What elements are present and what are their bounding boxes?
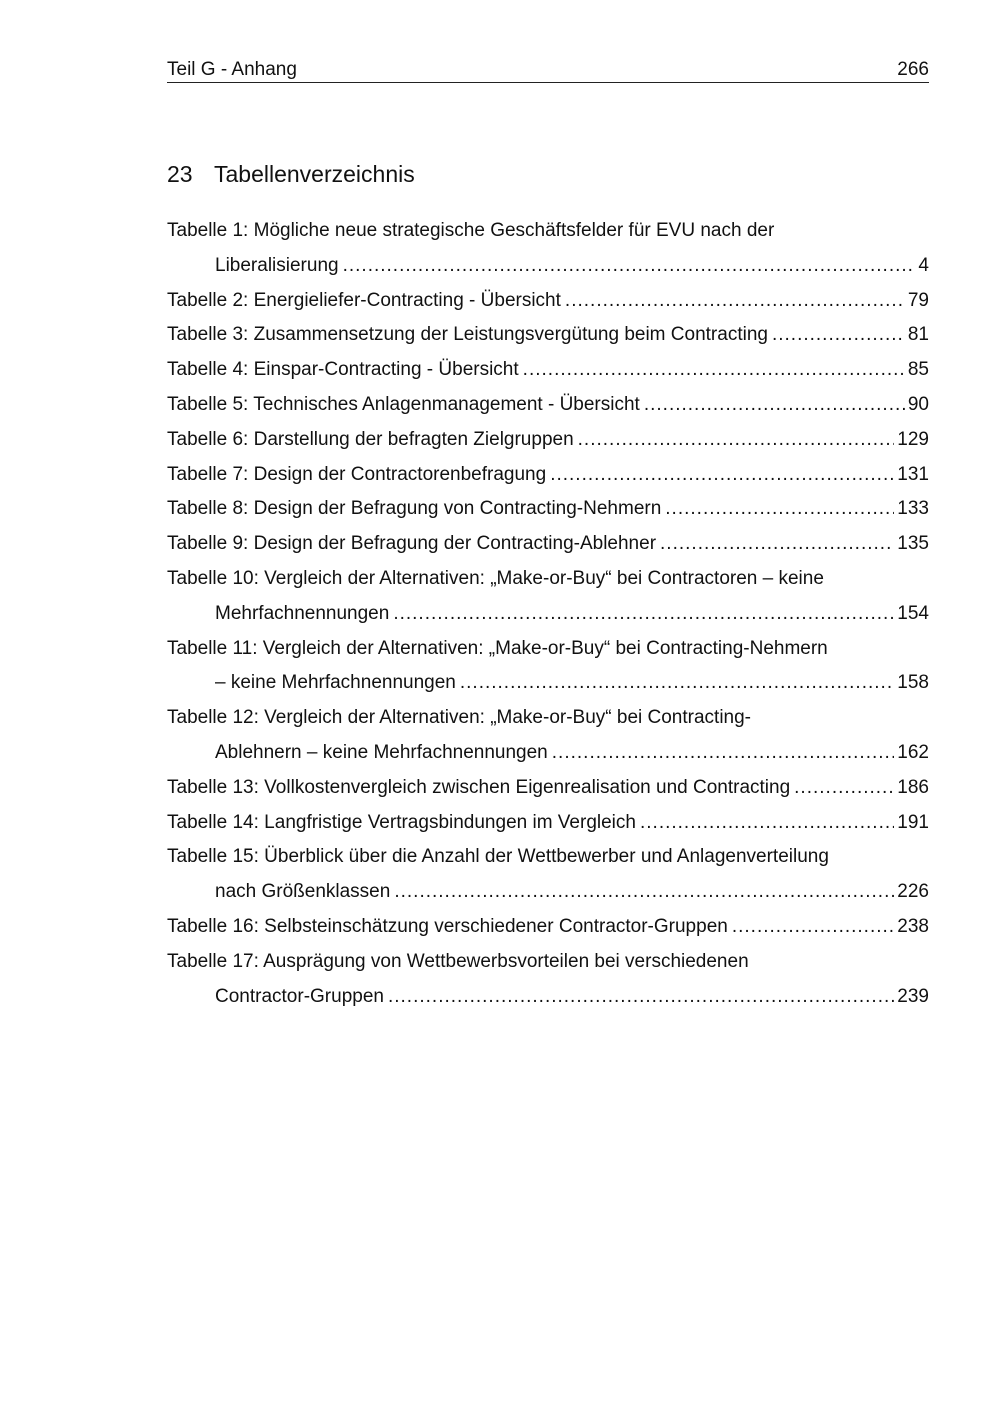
toc-entry[interactable] [167, 423, 929, 458]
toc-entry-title: Tabelle 14: Langfristige Vertragsbindungen im Vergleich [167, 811, 636, 833]
toc-entry-title: Tabelle 1: Mögliche neue strategische Geschäftsfelder für EVU nach der [167, 220, 775, 241]
toc-entry-title-continuation: – keine Mehrfachnennungen [215, 672, 456, 694]
toc-entry-page-number: 186 [897, 776, 929, 798]
toc-entry-line [167, 423, 929, 458]
dot-leader [665, 492, 894, 527]
toc-entry-line [167, 875, 929, 910]
toc-entry-page-number: 162 [897, 741, 929, 763]
toc-entry-line [167, 736, 929, 771]
toc-entry-title: Tabelle 7: Design der Contractorenbefragung [167, 463, 547, 485]
dot-leader [393, 597, 894, 632]
toc-entry-page-number: 135 [897, 533, 929, 555]
toc-entry[interactable] [167, 945, 929, 1015]
toc-entry-line [167, 388, 929, 423]
toc-entry-line [167, 980, 929, 1015]
toc-entry-line [167, 249, 929, 284]
toc-entry[interactable] [167, 632, 929, 702]
toc-entry-title: Tabelle 9: Design der Befragung der Contracting-Ablehner [167, 533, 657, 555]
toc-entry-line [167, 771, 929, 806]
dot-leader [343, 249, 916, 284]
dot-leader [640, 806, 894, 841]
page-header [167, 58, 929, 83]
toc-entry-page-number: 191 [897, 811, 929, 833]
dot-leader [565, 284, 905, 319]
dot-leader [388, 980, 894, 1015]
toc-entry[interactable] [167, 806, 929, 841]
toc-entry-page-number: 158 [897, 672, 929, 694]
toc-entry-line [167, 284, 929, 319]
toc-entry-page-number: 154 [897, 602, 929, 624]
toc-entry-title: Tabelle 13: Vollkostenvergleich zwischen Eigenrealisation und Contracting [167, 776, 791, 798]
toc-entry-page-number: 81 [907, 324, 929, 346]
section-title: Tabellenverzeichnis [214, 161, 415, 187]
toc-entry-page-number: 129 [897, 428, 929, 450]
toc-entry[interactable] [167, 284, 929, 319]
toc-entry-page-number: 133 [897, 498, 929, 520]
toc-entry-page-number: 79 [907, 289, 929, 311]
dot-leader [660, 527, 894, 562]
toc-entry-line [167, 492, 929, 527]
toc-entry-line [167, 597, 929, 632]
toc-entry-title: Tabelle 5: Technisches Anlagenmanagement - Übersicht [167, 393, 640, 415]
toc-entry[interactable] [167, 701, 929, 771]
dot-leader [394, 875, 894, 910]
table-of-tables [167, 214, 929, 1014]
toc-entry-line [167, 527, 929, 562]
toc-entry-title: Tabelle 11: Vergleich der Alternativen: „Make-or-Buy“ bei Contracting-Nehmern [167, 637, 828, 659]
page-number: 266 [897, 59, 929, 80]
toc-entry[interactable] [167, 214, 929, 284]
toc-entry-line [167, 458, 929, 493]
toc-entry[interactable] [167, 910, 929, 945]
toc-entry-title: Tabelle 17: Ausprägung von Wettbewerbsvorteilen bei verschiedenen [167, 950, 749, 972]
toc-entry-line [167, 318, 929, 353]
section-heading [167, 160, 415, 188]
toc-entry[interactable] [167, 527, 929, 562]
dot-leader [732, 910, 894, 945]
toc-entry-title-continuation: Ablehnern – keine Mehrfachnennungen [215, 741, 548, 763]
toc-entry[interactable] [167, 562, 929, 632]
toc-entry-title: Tabelle 3: Zusammensetzung der Leistungsvergütung beim Contracting [167, 324, 768, 346]
toc-entry[interactable] [167, 492, 929, 527]
dot-leader [460, 666, 894, 701]
toc-entry-title-continuation: Contractor-Gruppen [215, 985, 384, 1007]
toc-entry-title-continuation: nach Größenklassen [215, 881, 391, 903]
dot-leader [794, 771, 894, 806]
toc-entry[interactable] [167, 388, 929, 423]
toc-entry[interactable] [167, 318, 929, 353]
toc-entry-title: Tabelle 8: Design der Befragung von Contracting-Nehmern [167, 498, 662, 520]
toc-entry-title-continuation: Mehrfachnennungen [215, 602, 390, 624]
toc-entry-page-number: 85 [907, 359, 929, 381]
toc-entry-page-number: 4 [918, 254, 929, 276]
toc-entry-title: Tabelle 6: Darstellung der befragten Zielgruppen [167, 428, 574, 450]
toc-entry[interactable] [167, 840, 929, 910]
dot-leader [523, 353, 905, 388]
toc-entry-title-continuation: Liberalisierung [215, 254, 339, 276]
dot-leader [550, 458, 894, 493]
toc-entry-line [167, 353, 929, 388]
toc-entry-page-number: 239 [897, 985, 929, 1007]
toc-entry[interactable] [167, 353, 929, 388]
toc-entry-page-number: 226 [897, 881, 929, 903]
toc-entry-page-number: 131 [897, 463, 929, 485]
running-header-title: Teil G - Anhang [167, 59, 297, 80]
dot-leader [578, 423, 895, 458]
toc-entry[interactable] [167, 771, 929, 806]
toc-entry-title: Tabelle 16: Selbsteinschätzung verschiedener Contractor-Gruppen [167, 915, 728, 937]
toc-entry-title: Tabelle 10: Vergleich der Alternativen: „Make-or-Buy“ bei Contractoren – keine [167, 567, 824, 589]
toc-entry-title: Tabelle 12: Vergleich der Alternativen: „Make-or-Buy“ bei Contracting- [167, 707, 752, 729]
toc-entry-line [167, 806, 929, 841]
toc-entry-page-number: 90 [907, 393, 929, 415]
toc-entry-title: Tabelle 2: Energieliefer-Contracting - Übersicht [167, 289, 561, 311]
section-number: 23 [167, 161, 193, 187]
toc-entry-line [167, 666, 929, 701]
toc-entry-line [167, 910, 929, 945]
dot-leader [644, 388, 905, 423]
dot-leader [552, 736, 895, 771]
toc-entry[interactable] [167, 458, 929, 493]
toc-entry-title: Tabelle 4: Einspar-Contracting - Übersicht [167, 359, 519, 381]
dot-leader [772, 318, 905, 353]
toc-entry-title: Tabelle 15: Überblick über die Anzahl der Wettbewerber und Anlagenverteilung [167, 846, 829, 868]
toc-entry-page-number: 238 [897, 915, 929, 937]
